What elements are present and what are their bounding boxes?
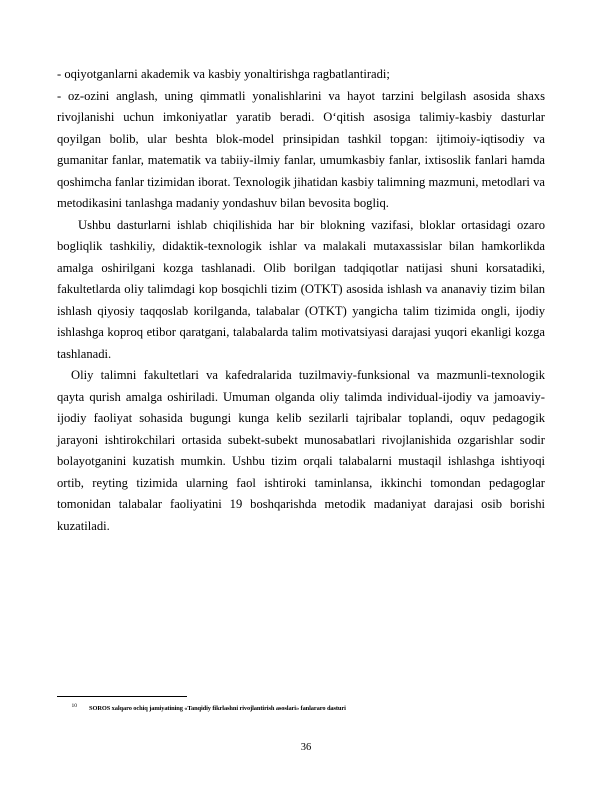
footnote-text: SOROS xalqaro ochiq jamiyatining «Tanqidiy fikrlashni rivojlantirish asoslari» fanlararo dasturi: [89, 705, 346, 712]
page-number: 36: [300, 742, 312, 753]
paragraph-1: - oqiyotganlarni akademik va kasbiy yonaltirishga ragbatlantiradi;: [57, 67, 390, 81]
footnote: [57, 702, 545, 713]
footnote-divider: [57, 696, 187, 697]
paragraph-4: Oliy talimni fakultetlari va kafedralarida tuzilmaviy-funksional va mazmunli-texnologik qayta qurish amalga oshiriladi. Umuman olganda oliy talimda individual-ijodiy va jamoaviy-ijodiy faoliyat sohasida bugungi kunga kelib sezilarli tajribalar toplandi, oquv pedagogik jarayoni ishtirokchilari ortasida subekt-subekt munosabatlari rivojlanishida ozgarishlar sodir bolayotganini kuzatish mumkin. Ushbu tizim orqali talabalarni mustaqil ishlashga ishtiyoqi ortib, reyting tizimida ularning faol ishtiroki taminlansa, ikkinchi tomondan pedagoglar tomonidan talabalar faoliyatini 19 boshqarishda metodik madaniyat darajasi osib borishi kuzatiladi.: [57, 368, 545, 533]
paragraph-2: - oz-ozini anglash, uning qimmatli yonalishlarini va hayot tarzini belgilash asosida shaxs rivojlanishi uchun imkoniyatlar yaratib beradi. O‘qitish asosiga talimiy-kasbiy dasturlar qoyilgan bolib, ular beshta blok-model prinsipidan tashkil topgan: ijtimoiy-iqtisodiy va gumanitar fanlar, matematik va tabiiy-ilmiy fanlar, umumkasbiy fanlar, ixtisoslik fanlari hamda qoshimcha fanlar tizimidan iborat. Texnologik jihatidan kasbiy talimning mazmuni, metodlari va metodikasini tanlashga madaniy yondashuv bilan bevosita bogliq.: [57, 88, 545, 210]
footnote-number: 10: [71, 703, 77, 709]
body-text: [57, 64, 545, 537]
paragraph-3: Ushbu dasturlarni ishlab chiqilishida har bir blokning vazifasi, bloklar ortasidagi ozaro bogliqlik tashkiliy, didaktik-texnologik ishlar va malakali mutaxassislar bilan hamkorlikda amalga oshirilgani kozga tashlanadi. Olib borilgan tadqiqotlar natijasi shuni korsatadiki, fakultetlarda oliy talimdagi kop bosqichli tizim (OTKT) asosida ishlash va ananaviy tizim bilan ishlash qiyosiy taqqoslab korilganda, talabalar (OTKT) yangicha talim tizimida ongli, ijodiy ishlashga koproq etibor qaratgani, talabalarda talim motivatsiyasi darajasi yuqori ekanligi kozga tashlanadi.: [57, 217, 545, 361]
